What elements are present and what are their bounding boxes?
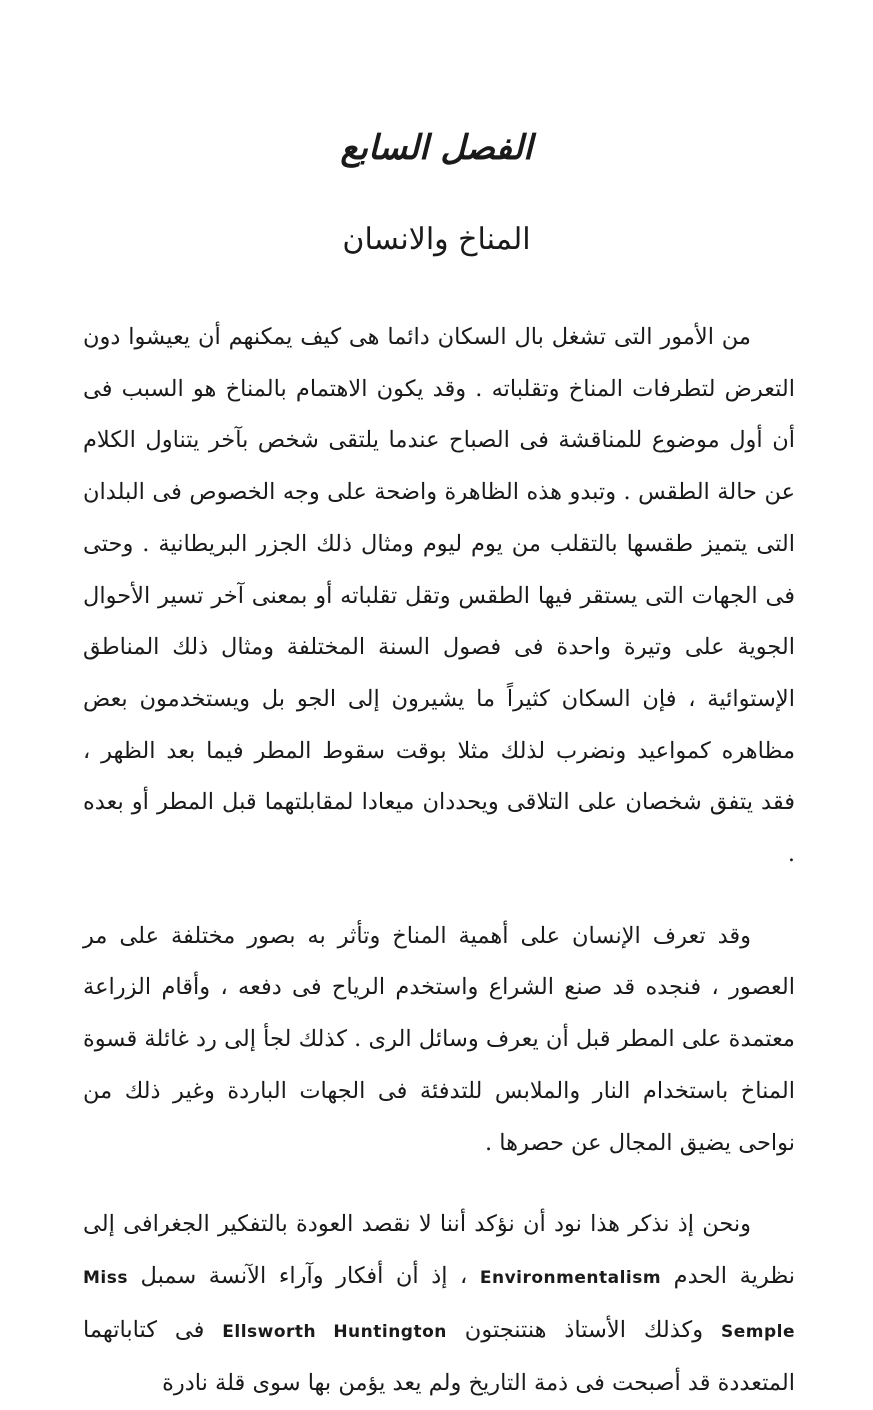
paragraph: وقد تعرف الإنسان على أهمية المناخ وتأثر به بصور مختلفة على مر العصور ، فنجده قد صنع الشراع واستخدم الرياح فى دفعه ، وأقام الزراعة معتمدة على المطر قبل أن يعرف وسائل الرى . كذلك لجأ إلى رد غائلة قسوة المناخ باستخدام النار والملابس للتدفئة فى الجهات الباردة وغير ذلك من نواحى يضيق المجال عن حصرها . <box>83 922 795 1156</box>
paragraph: من الأمور التى تشغل بال السكان دائما هى كيف يمكنهم أن يعيشوا دون التعرض لتطرفات المناخ وتقلباته . وقد يكون الاهتمام بالمناخ هو السبب فى أن أول موضوع للمناقشة فى الصباح عندما يلتقى شخص بآخر يتناول الكلام عن حالة الطقس . وتبدو هذه الظاهرة واضحة على وجه الخصوص فى البلدان التى يتميز طقسها بالتقلب من يوم ليوم ومثال ذلك الجزر البريطانية . وحتى فى الجهات التى يستقر فيها الطقس وتقل تقلباته أو بمعنى آخر تسير الأحوال الجوية على وتيرة واحدة فى فصول السنة المختلفة ومثال ذلك المناطق الإستوائية ، فإن السكان كثيراً ما يشيرون إلى الجو بل ويستخدمون بعض مظاهره كمواعيد ونضرب لذلك مثلا بوقت سقوط المطر فيما بعد الظهر ، فقد يتفق شخصان على التلاقى ويحددان ميعادا لمقابلتهما قبل المطر أو بعده . <box>83 324 795 868</box>
latin-term: Miss Semple <box>83 1267 796 1342</box>
chapter-title: الفصل السابع <box>340 128 533 168</box>
paragraph-text: فى كتاباتهما المتعددة قد أصبحت فى ذمة التاريخ ولم يعد يؤمن بها سوى قلة نادرة <box>83 1316 795 1397</box>
body-text <box>83 312 795 1410</box>
paragraph-text: ونحن إذ نذكر هذا نود أن نؤكد أننا لا نقصد العودة بالتفكير الجغرافى إلى نظرية الحدم <box>83 1211 796 1289</box>
paragraph-text: ، إذ أن أفكار وآراء الآنسة سمبل <box>140 1262 468 1289</box>
latin-term: Environmentalism <box>479 1267 662 1288</box>
section-title: المناخ والانسان <box>342 222 531 257</box>
paragraph-text: وكذلك الأستاذ هنتنجتون <box>464 1316 704 1343</box>
latin-term: Ellsworth Huntington <box>222 1321 447 1342</box>
paragraph <box>83 1199 795 1410</box>
